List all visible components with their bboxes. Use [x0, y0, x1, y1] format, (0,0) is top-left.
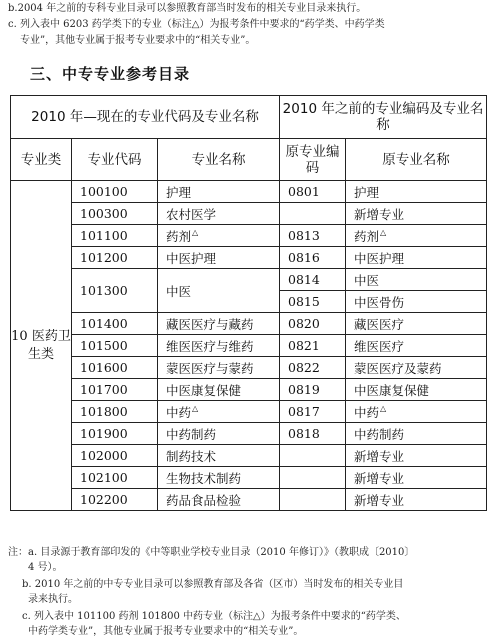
old-name-cell — [346, 181, 487, 203]
old-name-text: 维医医疗 — [354, 338, 405, 354]
old-name-text: 新增专业 — [354, 448, 405, 464]
name-cell — [158, 489, 280, 511]
name-text: 中药制药 — [166, 426, 217, 442]
note-b-top: b.2004 年之前的专科专业目录可以参照教育部当时发布的相关专业目录来执行。 — [8, 3, 367, 14]
code-cell: 101500 — [72, 335, 158, 357]
code-cell: 101700 — [72, 379, 158, 401]
old-code-cell — [280, 203, 346, 225]
name-cell — [158, 357, 280, 379]
old-code-cell — [280, 489, 346, 511]
old-name-cell — [346, 247, 487, 269]
triangle-mark: △ — [380, 228, 387, 238]
old-code-cell: 0815 — [280, 291, 346, 313]
old-name-text: 新增专业 — [354, 470, 405, 486]
old-name-cell — [346, 379, 487, 401]
note-c-top-line2: 专业”，其他专业属于报考专业要求中的“相关专业”。 — [20, 35, 256, 46]
code-cell: 101100 — [72, 225, 158, 247]
code-cell: 101400 — [72, 313, 158, 335]
table-row — [11, 313, 487, 335]
name-cell — [158, 379, 280, 401]
old-code-cell — [280, 445, 346, 467]
old-code-cell — [280, 467, 346, 489]
old-name-text: 中药 — [354, 404, 380, 420]
code-cell: 101300 — [72, 269, 158, 313]
old-name-cell — [346, 401, 487, 423]
old-code-cell: 0817 — [280, 401, 346, 423]
old-name-text: 护理 — [354, 184, 380, 200]
header-previous-period: 2010 年之前的专业编码及专业名称 — [280, 96, 487, 139]
footer-note-c-line2: 中药学类专业”，其他专业属于报考专业要求中的“相关专业”。 — [28, 626, 304, 637]
name-text: 制药技术 — [166, 448, 217, 464]
table-row — [11, 489, 487, 511]
old-name-text: 中医 — [354, 272, 380, 288]
name-cell — [158, 445, 280, 467]
header-name: 专业名称 — [158, 139, 280, 181]
old-code-cell: 0818 — [280, 423, 346, 445]
name-text: 护理 — [166, 184, 192, 200]
header-old-name: 原专业名称 — [346, 139, 487, 181]
name-cell — [158, 269, 280, 313]
name-cell — [158, 225, 280, 247]
old-name-text: 新增专业 — [354, 492, 405, 508]
triangle-mark: △ — [380, 404, 387, 414]
code-cell: 100300 — [72, 203, 158, 225]
name-text: 药剂 — [166, 228, 192, 244]
old-name-text: 新增专业 — [354, 206, 405, 222]
footer-note-a-line1: 注：a. 目录源于教育部印发的《中等职业学校专业目录（2010 年修订）》（教职成〔2010〕 — [8, 547, 415, 558]
name-cell — [158, 313, 280, 335]
old-code-cell: 0822 — [280, 357, 346, 379]
table-row — [11, 445, 487, 467]
old-name-text: 藏医医疗 — [354, 316, 405, 332]
old-name-text: 中医康复保健 — [354, 382, 430, 398]
header-old-code: 原专业编码 — [280, 139, 346, 181]
old-code-cell: 0816 — [280, 247, 346, 269]
note-c-top-line1: c. 列入表中 6203 药学类下的专业（标注△）为报考条件中要求的“药学类、中药学类 — [8, 19, 385, 30]
code-cell: 101900 — [72, 423, 158, 445]
table-row — [11, 203, 487, 225]
table-row — [11, 467, 487, 489]
old-code-cell: 0820 — [280, 313, 346, 335]
name-cell — [158, 181, 280, 203]
header-category: 专业类 — [11, 139, 72, 181]
name-cell — [158, 467, 280, 489]
major-catalog-table — [10, 95, 487, 511]
old-name-cell — [346, 335, 487, 357]
table-row — [11, 357, 487, 379]
header-current-period: 2010 年—现在的专业代码及专业名称 — [11, 96, 280, 139]
name-cell — [158, 401, 280, 423]
old-name-cell — [346, 423, 487, 445]
old-name-text: 蒙医医疗及蒙药 — [354, 360, 442, 376]
footer-note-b-line2: 录来执行。 — [28, 594, 78, 605]
triangle-mark: △ — [192, 404, 199, 414]
footer-note-b-line1: b. 2010 年之前的中专专业目录可以参照教育部及各省（区市）当时发布的相关专业目 — [22, 579, 404, 590]
table-row — [11, 247, 487, 269]
old-name-cell — [346, 203, 487, 225]
name-text: 中医护理 — [166, 250, 217, 266]
old-code-cell: 0821 — [280, 335, 346, 357]
header-code: 专业代码 — [72, 139, 158, 181]
old-name-cell — [346, 489, 487, 511]
name-cell — [158, 203, 280, 225]
name-text: 藏医医疗与藏药 — [166, 316, 254, 332]
code-cell: 102000 — [72, 445, 158, 467]
footer-note-a-line2: 4 号）。 — [28, 562, 63, 573]
table-row — [11, 423, 487, 445]
old-code-cell: 0813 — [280, 225, 346, 247]
name-text: 中医 — [166, 283, 192, 299]
name-cell — [158, 423, 280, 445]
name-text: 中医康复保健 — [166, 382, 242, 398]
old-name-text: 中医骨伤 — [354, 294, 405, 310]
section-title: 三、中专专业参考目录 — [30, 65, 191, 83]
table-row — [11, 181, 487, 203]
name-text: 维医医疗与维药 — [166, 338, 254, 354]
old-name-text: 中医护理 — [354, 250, 405, 266]
code-cell: 100100 — [72, 181, 158, 203]
old-name-cell — [346, 445, 487, 467]
old-code-cell: 0814 — [280, 269, 346, 291]
table-row — [11, 269, 487, 291]
name-text: 蒙医医疗与蒙药 — [166, 360, 254, 376]
name-text: 中药 — [166, 404, 192, 420]
old-name-cell — [346, 313, 487, 335]
table-row — [11, 401, 487, 423]
old-name-text: 药剂 — [354, 228, 380, 244]
code-cell: 101600 — [72, 357, 158, 379]
name-cell — [158, 335, 280, 357]
table-row — [11, 225, 487, 247]
old-code-cell: 0819 — [280, 379, 346, 401]
old-name-cell — [346, 269, 487, 291]
code-cell: 101800 — [72, 401, 158, 423]
old-name-cell — [346, 357, 487, 379]
code-cell: 102100 — [72, 467, 158, 489]
code-cell: 102200 — [72, 489, 158, 511]
code-cell: 101200 — [72, 247, 158, 269]
triangle-mark: △ — [192, 228, 199, 238]
name-cell — [158, 247, 280, 269]
old-code-cell: 0801 — [280, 181, 346, 203]
old-name-text: 中药制药 — [354, 426, 405, 442]
name-text: 生物技术制药 — [166, 470, 242, 486]
table-row — [11, 379, 487, 401]
name-text: 药品食品检验 — [166, 492, 242, 508]
category-cell: 10 医药卫生类 — [11, 181, 72, 511]
old-name-cell — [346, 291, 487, 313]
table-row — [11, 335, 487, 357]
old-name-cell — [346, 225, 487, 247]
old-name-cell — [346, 467, 487, 489]
name-text: 农村医学 — [166, 206, 217, 222]
footer-note-c-line1: c. 列入表中 101100 药剂 101800 中药专业（标注△）为报考条件中要求的“药学类、 — [22, 611, 406, 622]
